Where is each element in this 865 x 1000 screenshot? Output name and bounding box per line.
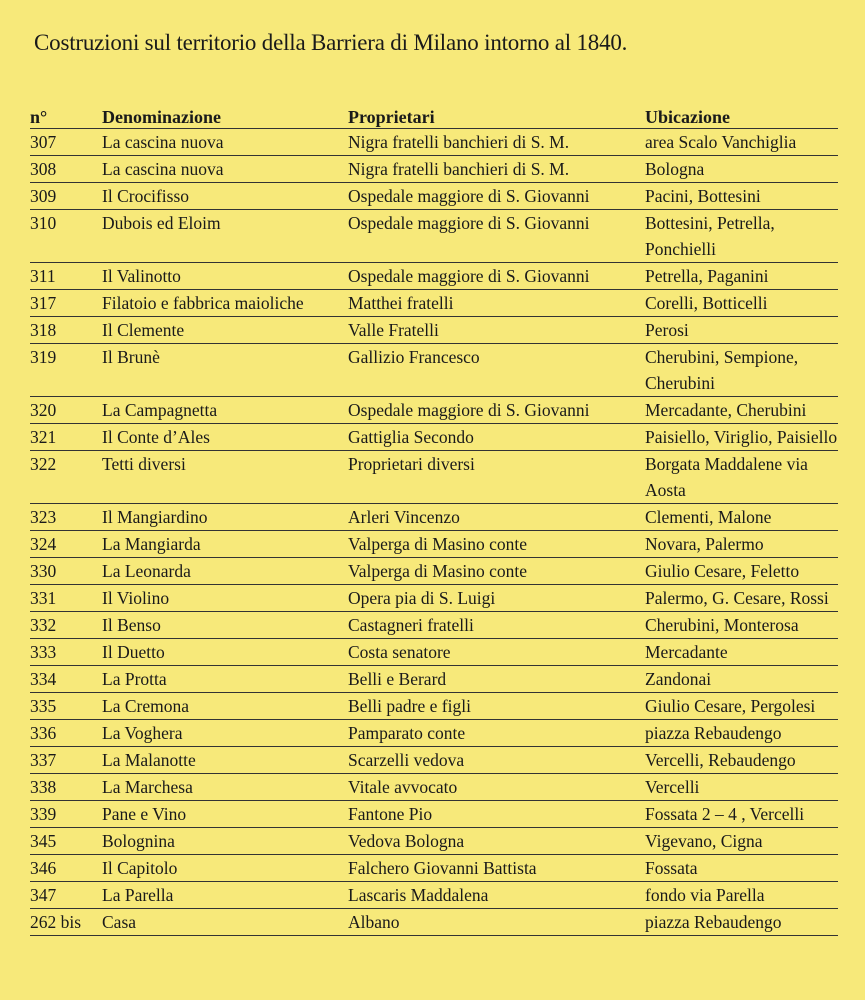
- cell-number: 318: [30, 317, 102, 344]
- cell-owner: Ospedale maggiore di S. Giovanni: [348, 210, 645, 263]
- cell-name: La Parella: [102, 882, 348, 909]
- table-row: [30, 855, 838, 882]
- table-row: [30, 828, 838, 855]
- cell-number: 332: [30, 612, 102, 639]
- table-row: [30, 129, 838, 156]
- cell-name: La Campagnetta: [102, 397, 348, 424]
- cell-name: Il Benso: [102, 612, 348, 639]
- cell-number: 335: [30, 693, 102, 720]
- table-row: [30, 720, 838, 747]
- cell-number: 330: [30, 558, 102, 585]
- cell-name: La Marchesa: [102, 774, 348, 801]
- cell-name: Il Crocifisso: [102, 183, 348, 210]
- cell-location: Clementi, Malone: [645, 504, 838, 531]
- cell-location: Pacini, Bottesini: [645, 183, 838, 210]
- cell-location: fondo via Parella: [645, 882, 838, 909]
- cell-location: Vigevano, Cigna: [645, 828, 838, 855]
- cell-number: 307: [30, 129, 102, 156]
- cell-name: Il Capitolo: [102, 855, 348, 882]
- table-row: [30, 612, 838, 639]
- cell-number: 308: [30, 156, 102, 183]
- table-row: [30, 639, 838, 666]
- cell-owner: Ospedale maggiore di S. Giovanni: [348, 183, 645, 210]
- cell-number: 347: [30, 882, 102, 909]
- cell-number: 311: [30, 263, 102, 290]
- cell-location: Mercadante, Cherubini: [645, 397, 838, 424]
- cell-number: 346: [30, 855, 102, 882]
- cell-number: 309: [30, 183, 102, 210]
- table-row: [30, 397, 838, 424]
- cell-name: La cascina nuova: [102, 129, 348, 156]
- cell-owner: Vedova Bologna: [348, 828, 645, 855]
- cell-owner: Gattiglia Secondo: [348, 424, 645, 451]
- cell-owner: Opera pia di S. Luigi: [348, 585, 645, 612]
- table-row: [30, 317, 838, 344]
- cell-location: Paisiello, Viriglio, Paisiello: [645, 424, 838, 451]
- cell-name: Il Violino: [102, 585, 348, 612]
- cell-name: La Mangiarda: [102, 531, 348, 558]
- cell-owner: Valperga di Masino conte: [348, 558, 645, 585]
- cell-number: 337: [30, 747, 102, 774]
- cell-number: 339: [30, 801, 102, 828]
- buildings-table: [30, 104, 838, 936]
- cell-name: Il Duetto: [102, 639, 348, 666]
- cell-location: Borgata Maddalene via Aosta: [645, 451, 838, 504]
- cell-location: Mercadante: [645, 639, 838, 666]
- cell-owner: Scarzelli vedova: [348, 747, 645, 774]
- cell-name: La Leonarda: [102, 558, 348, 585]
- cell-location: Petrella, Paganini: [645, 263, 838, 290]
- cell-name: La Voghera: [102, 720, 348, 747]
- cell-name: La cascina nuova: [102, 156, 348, 183]
- cell-owner: Belli padre e figli: [348, 693, 645, 720]
- column-header-num: n°: [30, 104, 102, 129]
- page-title: Costruzioni sul territorio della Barriera di Milano intorno al 1840.: [34, 30, 628, 55]
- cell-number: 321: [30, 424, 102, 451]
- table-row: [30, 504, 838, 531]
- cell-number: 262 bis: [30, 909, 102, 936]
- cell-name: Il Mangiardino: [102, 504, 348, 531]
- cell-number: 331: [30, 585, 102, 612]
- cell-number: 310: [30, 210, 102, 263]
- cell-location: Cherubini, Sempione, Cherubini: [645, 344, 838, 397]
- column-header-name: Denominazione: [102, 104, 348, 129]
- cell-name: La Cremona: [102, 693, 348, 720]
- table-row: [30, 909, 838, 936]
- column-header-location: Ubicazione: [645, 104, 838, 129]
- table-row: [30, 747, 838, 774]
- cell-owner: Pamparato conte: [348, 720, 645, 747]
- cell-location: Vercelli: [645, 774, 838, 801]
- table-row: [30, 263, 838, 290]
- table-row: [30, 693, 838, 720]
- table-row: [30, 666, 838, 693]
- cell-name: Filatoio e fabbrica maioliche: [102, 290, 348, 317]
- cell-number: 323: [30, 504, 102, 531]
- cell-name: Dubois ed Eloim: [102, 210, 348, 263]
- cell-number: 336: [30, 720, 102, 747]
- table-row: [30, 558, 838, 585]
- cell-number: 333: [30, 639, 102, 666]
- cell-location: Bottesini, Petrella, Ponchielli: [645, 210, 838, 263]
- cell-owner: Matthei fratelli: [348, 290, 645, 317]
- cell-name: Pane e Vino: [102, 801, 348, 828]
- cell-owner: Proprietari diversi: [348, 451, 645, 504]
- table-row: [30, 882, 838, 909]
- cell-location: Bologna: [645, 156, 838, 183]
- cell-location: piazza Rebaudengo: [645, 720, 838, 747]
- cell-location: Cherubini, Monterosa: [645, 612, 838, 639]
- cell-number: 319: [30, 344, 102, 397]
- cell-owner: Lascaris Maddalena: [348, 882, 645, 909]
- table-row: [30, 801, 838, 828]
- cell-owner: Gallizio Francesco: [348, 344, 645, 397]
- cell-name: Il Clemente: [102, 317, 348, 344]
- cell-location: area Scalo Vanchiglia: [645, 129, 838, 156]
- cell-location: Vercelli, Rebaudengo: [645, 747, 838, 774]
- table-row: [30, 290, 838, 317]
- cell-location: Corelli, Botticelli: [645, 290, 838, 317]
- cell-location: Fossata 2 – 4 , Vercelli: [645, 801, 838, 828]
- column-header-owner: Proprietari: [348, 104, 645, 129]
- cell-owner: Valperga di Masino conte: [348, 531, 645, 558]
- table-row: [30, 424, 838, 451]
- cell-location: Novara, Palermo: [645, 531, 838, 558]
- cell-owner: Nigra fratelli banchieri di S. M.: [348, 129, 645, 156]
- cell-name: Bolognina: [102, 828, 348, 855]
- cell-name: La Protta: [102, 666, 348, 693]
- cell-location: Giulio Cesare, Feletto: [645, 558, 838, 585]
- cell-name: Il Valinotto: [102, 263, 348, 290]
- cell-owner: Ospedale maggiore di S. Giovanni: [348, 397, 645, 424]
- cell-owner: Nigra fratelli banchieri di S. M.: [348, 156, 645, 183]
- cell-location: piazza Rebaudengo: [645, 909, 838, 936]
- cell-name: Casa: [102, 909, 348, 936]
- cell-number: 322: [30, 451, 102, 504]
- cell-owner: Castagneri fratelli: [348, 612, 645, 639]
- cell-number: 324: [30, 531, 102, 558]
- cell-location: Giulio Cesare, Pergolesi: [645, 693, 838, 720]
- table-header-row: [30, 104, 838, 129]
- cell-number: 320: [30, 397, 102, 424]
- cell-owner: Arleri Vincenzo: [348, 504, 645, 531]
- cell-location: Zandonai: [645, 666, 838, 693]
- table-row: [30, 774, 838, 801]
- cell-name: Il Conte d’Ales: [102, 424, 348, 451]
- cell-owner: Fantone Pio: [348, 801, 645, 828]
- table-row: [30, 451, 838, 504]
- cell-number: 334: [30, 666, 102, 693]
- cell-number: 345: [30, 828, 102, 855]
- table-row: [30, 531, 838, 558]
- cell-owner: Falchero Giovanni Battista: [348, 855, 645, 882]
- cell-name: Il Brunè: [102, 344, 348, 397]
- cell-owner: Vitale avvocato: [348, 774, 645, 801]
- cell-owner: Costa senatore: [348, 639, 645, 666]
- cell-owner: Valle Fratelli: [348, 317, 645, 344]
- cell-number: 338: [30, 774, 102, 801]
- table-row: [30, 210, 838, 263]
- cell-name: Tetti diversi: [102, 451, 348, 504]
- cell-location: Palermo, G. Cesare, Rossi: [645, 585, 838, 612]
- cell-number: 317: [30, 290, 102, 317]
- table-row: [30, 344, 838, 397]
- cell-owner: Belli e Berard: [348, 666, 645, 693]
- table-row: [30, 183, 838, 210]
- table-row: [30, 585, 838, 612]
- cell-location: Perosi: [645, 317, 838, 344]
- cell-location: Fossata: [645, 855, 838, 882]
- table-row: [30, 156, 838, 183]
- cell-owner: Ospedale maggiore di S. Giovanni: [348, 263, 645, 290]
- cell-owner: Albano: [348, 909, 645, 936]
- cell-name: La Malanotte: [102, 747, 348, 774]
